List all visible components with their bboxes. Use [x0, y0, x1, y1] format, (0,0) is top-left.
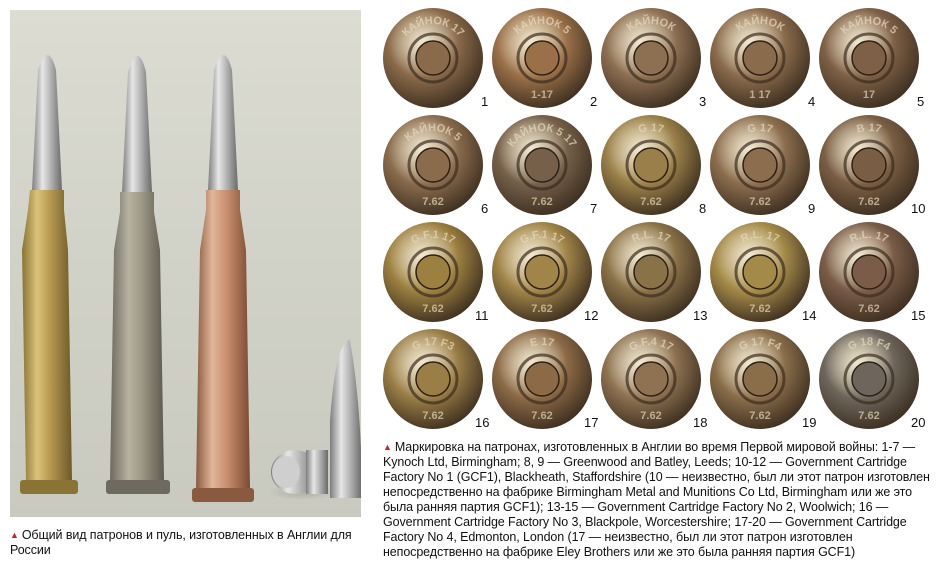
headstamp-11 [383, 220, 491, 327]
headstamp-top-text: КАЙНОК [733, 14, 787, 34]
headstamp-bottom-text: 17 [862, 89, 876, 101]
cartridges-caption [10, 528, 360, 558]
headstamp-number: 6 [481, 201, 489, 216]
headstamp-8 [601, 113, 709, 220]
primer [852, 148, 886, 182]
headstamp-6 [383, 113, 491, 220]
headstamp-top-text: G 17 F4 [737, 335, 784, 354]
headstamp-bottom-text: 7.62 [531, 410, 553, 422]
headstamp-top-text: B 17 [855, 121, 883, 136]
primer [743, 362, 777, 396]
headstamp-disc-4 [710, 6, 818, 113]
headstamp-top-text: G 17 [637, 121, 666, 136]
headstamp-number: 4 [808, 94, 816, 109]
primer [743, 255, 777, 289]
headstamp-disc-6 [383, 113, 491, 220]
standing-bullet [330, 340, 361, 498]
headstamp-bottom-text: 7.62 [749, 303, 771, 315]
primer [416, 148, 450, 182]
primer [634, 362, 668, 396]
headstamp-5 [819, 6, 927, 113]
headstamp-number: 17 [584, 415, 599, 430]
headstamp-number: 7 [590, 201, 598, 216]
cartridge-brass [20, 55, 78, 494]
caption-marker-icon: ▲ [383, 442, 392, 452]
primer [852, 362, 886, 396]
headstamp-top-text: G 17 [746, 121, 775, 136]
headstamp-number: 15 [911, 308, 926, 323]
cartridges-caption-text: Общий вид патронов и пуль, изготовленных в Англии для России [10, 528, 352, 557]
headstamp-bottom-text: 7.62 [422, 303, 444, 315]
headstamp-number: 8 [699, 201, 707, 216]
headstamp-number: 9 [808, 201, 816, 216]
headstamp-bottom-text: 7.62 [858, 196, 880, 208]
headstamp-top-text: КАЙНОК 5 [402, 121, 464, 144]
headstamp-number: 10 [911, 201, 926, 216]
headstamp-number: 14 [802, 308, 817, 323]
cartridge-copper [192, 55, 254, 502]
headstamp-disc-7 [492, 113, 600, 220]
headstamp-top-text: G.F.1 17 [409, 228, 458, 247]
headstamp-bottom-text: 7.62 [422, 410, 444, 422]
primer [743, 41, 777, 75]
headstamp-3 [601, 6, 709, 113]
headstamp-top-text: G.F.4 17 [627, 335, 676, 354]
primer [525, 41, 559, 75]
headstamp-grid [383, 6, 929, 432]
headstamp-bottom-text: 7.62 [640, 196, 662, 208]
headstamp-caption [383, 440, 931, 560]
headstamp-2 [492, 6, 600, 113]
loose-bullet-base [268, 450, 336, 500]
primer [525, 362, 559, 396]
headstamp-number: 11 [475, 308, 489, 323]
headstamp-18 [601, 327, 709, 434]
headstamp-caption-text: Маркировка на патронах, изготовленных в Англии во время Первой мировой войны: 1-7 — Kynoch Ltd, Birmingham; 8, 9 — Greenwood and Batley, Leeds; 10-12 — Government Cartridge Factory No 1 (GCF1), Blackheath, Staffordshire (10 — неизвестно, был ли этот патрон изготовлен непосредственно на фабрике Birmingham Metal and Munitions Co Ltd, Birmingham или же это была ранняя партия GCF1); 13-15 — Government Cartridge Factory No 2, Woolwich; 16 — Government Cartridge Factory No 3, Blackpole, Worcestershire; 17-20 — Government Cartridge Factory No 4, Edmonton, London (17 — неизвестно, был ли этот патрон изготовлен непосредственно на фабрике Eley Brothers или же это была ранняя партия GCF1) [383, 440, 930, 559]
headstamp-top-text: КАЙНОК 5 17 [505, 121, 579, 150]
headstamp-bottom-text: 7.62 [422, 196, 444, 208]
headstamp-disc-5 [819, 6, 927, 113]
headstamp-bottom-text: 7.62 [858, 303, 880, 315]
primer [416, 41, 450, 75]
headstamp-top-text: КАЙНОК 5 [838, 14, 900, 37]
headstamp-17 [492, 327, 600, 434]
primer [634, 148, 668, 182]
cartridge-steel [106, 56, 170, 494]
primer [852, 255, 886, 289]
headstamp-bottom-text: 7.62 [640, 410, 662, 422]
headstamp-disc-3 [601, 6, 709, 113]
cartridges-photo [10, 10, 361, 517]
headstamp-16 [383, 327, 491, 434]
headstamp-disc-2 [492, 6, 600, 113]
headstamp-number: 3 [699, 94, 707, 109]
headstamp-14 [710, 220, 818, 327]
headstamp-disc-8 [601, 113, 709, 220]
headstamp-top-text: E 17 [528, 335, 556, 350]
headstamp-top-text: G.F.1 17 [518, 228, 567, 247]
headstamp-bottom-text: 7.62 [749, 196, 771, 208]
primer [634, 255, 668, 289]
headstamp-number: 18 [693, 415, 708, 430]
headstamp-top-text: КАЙНОК 5 [511, 14, 573, 37]
headstamp-bottom-text: 1-17 [530, 89, 554, 101]
headstamp-20 [819, 327, 927, 434]
headstamp-bottom-text: 7.62 [858, 410, 880, 422]
headstamp-bottom-text: 7.62 [749, 410, 771, 422]
headstamp-number: 19 [802, 415, 817, 430]
headstamp-13 [601, 220, 709, 327]
headstamp-bottom-text: 7.62 [531, 303, 553, 315]
headstamp-19 [710, 327, 818, 434]
headstamp-number: 2 [590, 94, 598, 109]
primer [525, 148, 559, 182]
headstamp-4 [710, 6, 818, 113]
caption-marker-icon: ▲ [10, 530, 19, 540]
cartridges-illustration [10, 10, 361, 517]
headstamp-disc-1 [383, 6, 491, 113]
headstamp-bottom-text: 1 17 [749, 89, 771, 101]
headstamp-number: 1 [481, 94, 489, 109]
primer [525, 255, 559, 289]
primer [416, 255, 450, 289]
headstamp-number: 5 [917, 94, 925, 109]
headstamp-top-text: G 18 F4 [846, 335, 893, 354]
headstamp-12 [492, 220, 600, 327]
headstamp-number: 16 [475, 415, 490, 430]
primer [416, 362, 450, 396]
headstamp-disc-9 [710, 113, 818, 220]
primer [852, 41, 886, 75]
headstamp-top-text: R.L. 17 [848, 228, 891, 246]
headstamp-top-text: R.L. 17 [630, 228, 673, 246]
headstamp-top-text: КАЙНОК [624, 14, 678, 34]
primer [743, 148, 777, 182]
headstamp-9 [710, 113, 818, 220]
headstamp-1 [383, 6, 491, 113]
headstamp-top-text: КАЙНОК 17 [399, 14, 467, 39]
headstamp-number: 20 [911, 415, 926, 430]
headstamp-bottom-text: 7.62 [531, 196, 553, 208]
headstamp-7 [492, 113, 600, 220]
primer [634, 41, 668, 75]
headstamp-top-text: R.L. 17 [739, 228, 782, 246]
headstamp-number: 12 [584, 308, 599, 323]
headstamp-15 [819, 220, 927, 327]
headstamp-10 [819, 113, 927, 220]
headstamp-top-text: G 17 F3 [410, 335, 457, 354]
headstamp-number: 13 [693, 308, 708, 323]
